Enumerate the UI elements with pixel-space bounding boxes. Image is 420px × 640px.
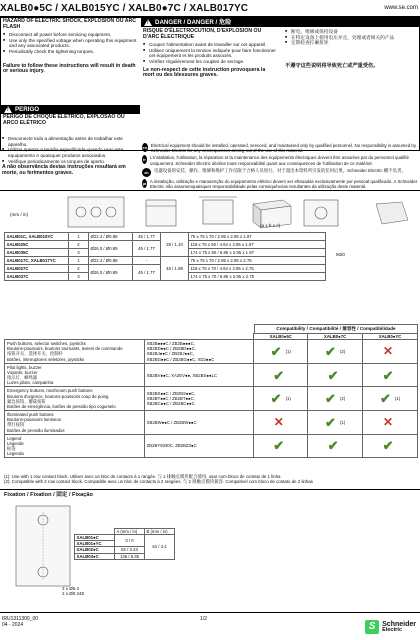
desc-line: Botões de emergência, botões de pressão tipo cogumelo — [7, 403, 116, 409]
lang-zh-icon: zh — [142, 168, 151, 177]
compat-desc — [5, 411, 145, 435]
compatible-mark — [310, 416, 360, 429]
cell-size: 118 x 75 x 50 / 4.64 x 2.95 x 1.97 — [189, 241, 326, 249]
compat-cell — [254, 411, 308, 435]
ref-line: XB2BT●●C / ZB2BT●●C, — [146, 396, 195, 402]
ref-line: ZB2BY9330C, ZB2BZ3●C — [146, 443, 197, 449]
fixation-title: Fixation / Fixation / 固定 / Fixação — [4, 492, 93, 498]
cell-n: 3 — [69, 249, 89, 257]
danger-zh-list — [285, 29, 419, 46]
brand-line-1: Schneider — [382, 620, 416, 628]
cell-ref: XALB037C — [5, 273, 69, 281]
table-row — [75, 535, 175, 541]
danger-fr-footer: Le non-respect de cette instruction provoquera la mort ou des blessures graves. — [143, 66, 266, 79]
desc-line: 标签 — [7, 445, 16, 451]
footnote-ref: (1) — [394, 396, 401, 402]
footnote-ref: (1) — [285, 396, 291, 402]
compat-cell — [308, 340, 363, 364]
checkmark-icon: ✔ — [325, 414, 336, 430]
table-row — [5, 257, 326, 265]
enclosure-depth-drawing — [197, 194, 242, 230]
desc-line: 紧急按钮、蘑菇按钮 — [7, 398, 46, 404]
footer-docinfo — [2, 616, 38, 628]
compat-cell — [308, 387, 363, 411]
compat-desc — [5, 387, 145, 411]
unit-label: (mm / in) — [10, 212, 29, 217]
hole-mm: 2 x Ø6.3 — [62, 586, 80, 591]
list-item: ■ Utilizar apenas a tensão especificada quando usar este equipamento e quaisquer produtos associados. — [2, 147, 138, 158]
compatible-mark — [365, 392, 415, 405]
compatible-mark — [256, 392, 305, 405]
cell-d: Ø22.4 / Ø0.88 — [89, 233, 133, 241]
cell-n: 1 — [69, 233, 89, 241]
qualified-zh — [142, 168, 418, 177]
warning-triangle-icon — [4, 106, 12, 113]
checkmark-icon: ✔ — [325, 391, 336, 407]
compat-cell — [363, 340, 418, 364]
enclosure-front-drawing — [67, 196, 127, 228]
footnote-ref: (1) — [285, 348, 291, 354]
compat-cell — [363, 411, 418, 435]
compat-cell — [363, 363, 418, 387]
col-a-header: A (mm / in) — [115, 529, 145, 535]
axb-label: (a x b x c) — [260, 223, 281, 228]
compat-row — [5, 363, 418, 387]
danger-en — [3, 19, 139, 75]
doc-date: 04 - 2024 — [2, 622, 24, 628]
ref-line: XB2B●●●C / ZB2B●●●C, — [146, 341, 195, 347]
schneider-logo — [365, 620, 416, 634]
document-title: XALB0●5C / XALB015YC / XALB0●7C / XALB017YC — [0, 3, 249, 14]
compatible-mark — [256, 439, 305, 452]
cell-ref: XALB035C — [5, 249, 69, 257]
list-item: ■ Vérifiez régulièrement les couples de serrage. — [143, 59, 278, 65]
footer-rule — [0, 612, 420, 613]
cell-ref: XALB02●C — [75, 547, 115, 553]
checkmark-icon: ✔ — [270, 391, 282, 407]
cell-size: 75 x 75 x 70 / 2.95 x 2.95 x 1.97 — [189, 233, 326, 241]
website-url: www.se.com — [384, 5, 418, 11]
compat-table — [4, 333, 418, 458]
compat-cell — [254, 340, 308, 364]
danger-en-title: HAZARD OF ELECTRIC SHOCK, EXPLOSION OU ARC FLASH — [3, 18, 136, 30]
compat-cell — [254, 387, 308, 411]
cell-ref: XALB017C, XALB017YC — [5, 257, 69, 265]
checkmark-icon: ✔ — [382, 438, 394, 454]
compatible-mark — [256, 345, 305, 358]
checkmark-icon: ✔ — [327, 367, 339, 383]
list-item: ■ 在特定设备上使用电压并且，处理或者相关的产品 — [285, 35, 419, 41]
hole-in: 2 x Ø0.248 — [62, 591, 85, 597]
ref-line: XB2BC●●C / ZB2BC●●C — [146, 401, 195, 407]
not-compatible-mark — [256, 416, 305, 428]
qualified-en — [142, 143, 418, 153]
list-item: ■ Periodically check the tightening torques. — [3, 49, 139, 55]
desc-line: Push buttons, selector switches, joysticks — [7, 341, 86, 347]
compatible-mark — [256, 369, 305, 382]
danger-en-list — [3, 32, 139, 55]
desc-line: 按钮开关、选择开关、控制杆 — [7, 351, 63, 357]
footnote-ref: (1) — [339, 419, 346, 425]
cell-size: 75 x 75 x 70 / 2.95 x 2.95 x 2.75 — [189, 257, 326, 265]
danger-fr-list — [143, 42, 278, 65]
cell-a: 82 / 3.23 — [115, 547, 145, 553]
compat-desc — [5, 340, 145, 364]
desc-line: Pilot lights, buzzer — [7, 364, 42, 370]
danger-pt-list-wrap — [2, 136, 138, 177]
col-b-header: B (mm / in) — [145, 529, 175, 535]
desc-line: Legenda — [7, 451, 24, 457]
brand-line-2: Electric — [382, 626, 403, 633]
compat-refs — [144, 411, 254, 435]
note-1: (1): Use with 1 row contact block. Utiliser avec un bloc de contacts à 1 rangée. 与 1 排触点模块配合使用. usar com bloco de contato de 1 linha — [4, 474, 281, 479]
cell-a: 0 / 0 — [115, 535, 145, 547]
qualified-block — [142, 143, 418, 189]
qualified-fr-text: L'installation, l'utilisation, la réparation et la maintenance des équipements électriques doivent être assurées par du personnel qualifié uniquement. Schneider Electric décline toute responsabilité quant aux conséquences de l'utilisation de ce matériel. — [150, 155, 409, 166]
cell-size: 174 x 75 x 50 / 6.85 x 2.95 x 1.97 — [189, 249, 326, 257]
lang-fr-icon: fr — [143, 157, 146, 163]
compat-row — [5, 434, 418, 458]
cell-d: Ø22.4 / Ø0.88 — [89, 257, 133, 265]
dimensions-table — [4, 232, 326, 281]
lang-pt-icon: pt — [142, 180, 147, 186]
cell-n: 2 — [69, 241, 89, 249]
ref-line: XB2BV●●C, XA2EV●●, XB2BS●●LC — [146, 372, 218, 378]
danger-banner-text: DANGER / DANGER / 危险 — [155, 19, 232, 26]
desc-line: 指示灯、蜂鸣器 — [7, 375, 38, 381]
cell-h: 48 / 1.89 — [161, 257, 189, 281]
cell-d: Ø26.0 / Ø0.89 — [89, 265, 133, 281]
cell-size: 118 x 75 x 70 / 4.64 x 2.95 x 2.75 — [189, 265, 326, 273]
compat-cell — [308, 411, 363, 435]
cell-n: 3 — [69, 273, 89, 281]
danger-fr — [143, 29, 278, 79]
cell-ref: XALB01●C — [75, 535, 115, 541]
desc-line: Luzes piloto, campainha — [7, 380, 54, 386]
checkmark-icon: ✔ — [273, 438, 285, 454]
compat-cell — [254, 363, 308, 387]
compat-row — [5, 340, 418, 364]
desc-line: Botões de pressão iluminados — [7, 427, 65, 433]
compat-cell — [254, 434, 308, 458]
desc-line: Emergency buttons, mushroom push buttons — [7, 388, 93, 394]
list-item: ■ Disconnect all power before servicing equipment. — [3, 32, 139, 38]
list-item: ■ 定期检查拧紧扭矩 — [285, 40, 419, 46]
list-item: ■ Utilisez uniquement la tension indiquée pour faire fonctionner cet équipement et les produits associés. — [143, 48, 278, 59]
compat-cell — [363, 387, 418, 411]
compat-row — [5, 387, 418, 411]
desc-line: Botões, interruptores seletores, joysticks — [7, 356, 85, 362]
compat-refs — [144, 363, 254, 387]
desc-line: Boutons-poussoirs lumineux — [7, 417, 61, 423]
danger-zh — [285, 29, 419, 70]
ref-line: XB2BW●●C / ZB2BW●●C — [146, 419, 197, 425]
compat-cell — [308, 434, 363, 458]
qualified-pt-text: A instalação, utilização e manutenção do equipamento elétrico devem ser efetuadas exclusivamente por pessoal qualificado. A Schneider Electric não assumenquaisquer responsabilidade pelas consequências resultantes da utilização deste material. — [149, 178, 418, 189]
compat-cell — [308, 363, 363, 387]
compatible-mark — [310, 439, 360, 452]
desc-line: 带灯按钮 — [7, 422, 25, 428]
list-item: ■ Use only the specified voltage when operating this equipment and any associated products. — [3, 38, 139, 49]
col-header: XALB0●7C — [308, 334, 363, 340]
ref-line: XB2BJ●●C / ZB2BJ●●C, — [146, 351, 194, 357]
danger-banner — [141, 18, 420, 27]
cell-d: Ø26.0 / Ø0.89 — [89, 241, 133, 257]
compatible-mark — [365, 439, 415, 452]
qualified-zh-text: 电器设备的安装、操作、维修和维护工作仅限于合格人员进行。对于超出本资料所引发的任何后果，Schneider Electric 概不负责。 — [154, 167, 406, 173]
cell-b: 61 / 2.4 — [145, 535, 175, 560]
cell-n: 2 — [69, 265, 89, 273]
warning-triangle-icon — [144, 19, 152, 26]
danger-en-footer: Failure to follow these instructions will result in death or serious injury. — [3, 62, 136, 75]
cable-entry-drawing — [372, 200, 412, 226]
gland-drawing — [300, 194, 345, 230]
cell-size: 174 x 75 x 70 / 6.85 x 2.95 x 2.75 — [189, 273, 326, 281]
compat-cell — [363, 434, 418, 458]
ref-line: XB2BG●●C / ZB2BG●●C, XD2●●C — [146, 356, 215, 362]
table-row — [5, 233, 326, 241]
note-2: (2): Compatible with 2 row contact block. Compatible avec un bloc de contacts à 2 rangées. 与 2 排触点模块兼容. Compatível com bloco de contato de 2 linhas — [4, 479, 313, 485]
compat-refs — [144, 340, 254, 364]
col-header: XALB0●5C — [254, 334, 308, 340]
desc-line: Voyants, buzzer — [7, 369, 38, 375]
compat-desc — [5, 434, 145, 458]
cell-ref: XALB027C — [5, 265, 69, 273]
not-compatible-mark — [365, 345, 415, 357]
pt-banner-text: PERIGO — [15, 106, 40, 113]
checkmark-icon: ✔ — [325, 343, 336, 359]
checkmark-icon: ✔ — [270, 343, 282, 359]
brand-text — [382, 621, 416, 634]
list-item: ■ Coupez l'alimentation avant de travailler sur cet appareil. — [143, 42, 278, 48]
cell-ref: XALB025C — [5, 241, 69, 249]
fixing-size: M20 — [336, 252, 345, 257]
cell-h: 28 / 1.10 — [161, 233, 189, 257]
cell-range: 45 / 1.77 — [133, 241, 161, 257]
list-item: ■ Verifique periodicamente os torques de aperto. — [2, 159, 138, 165]
page-number: 1/2 — [200, 616, 207, 622]
ref-line: XB2BD●●C / ZB2BD●●C, — [146, 346, 196, 352]
enclosure-side-drawing — [142, 196, 182, 228]
checkmark-icon: ✔ — [379, 391, 391, 407]
cell-ref: XALB01C, XALB015YC — [5, 233, 69, 241]
qualified-en-text: Electrical equipment should be installed, operated, serviced, and maintained only by qualified personnel. No responsibility is assumed by Schneider Electric for any consequences arising out of the use of this material. — [150, 143, 417, 154]
compat-notes — [4, 474, 418, 485]
compatible-mark — [310, 392, 360, 405]
desc-line: Boutons-poussoirs, boutons tournants, leviers de commande — [7, 346, 123, 352]
section-rule — [0, 489, 420, 490]
dimension-drawings — [2, 192, 418, 232]
desc-line: Légende — [7, 440, 24, 446]
cell-ref: XALB03●C — [75, 553, 115, 559]
footnote-ref: (2) — [339, 348, 346, 354]
fixation-drawing — [8, 502, 78, 592]
ref-line: XB2BS●●C / ZB2BS●●C, — [146, 390, 196, 396]
lang-en-icon: en — [142, 145, 148, 150]
col-header: XALB0●YC — [363, 334, 418, 340]
desc-line: Illuminated push buttons — [7, 412, 54, 418]
qualified-pt — [142, 179, 418, 189]
fixation-table — [74, 528, 175, 560]
danger-pt-footer: A não observância destas instruções resultará em morte, ou ferimentos graves. — [2, 164, 126, 177]
compatible-mark — [310, 345, 360, 358]
compat-row — [5, 411, 418, 435]
qualified-fr — [142, 155, 418, 165]
schneider-logo-icon: S — [365, 620, 379, 634]
cell-a: 136 / 5.35 — [115, 553, 145, 559]
cross-icon: ✕ — [273, 415, 284, 430]
compat-refs — [144, 434, 254, 458]
checkmark-icon: ✔ — [327, 438, 339, 454]
cross-icon: ✕ — [383, 344, 394, 359]
cell-range: 45 / 1.77 — [133, 265, 161, 281]
list-item: ■ 断电，维修或保持设备 — [285, 29, 419, 35]
danger-pt — [3, 115, 139, 127]
cell-range: - — [133, 257, 161, 265]
danger-zh-footer: 不遵守这些说明将导致死亡或严重受伤。 — [285, 62, 379, 69]
compatible-mark — [365, 369, 415, 382]
hole-labels — [62, 586, 84, 597]
danger-fr-title: RISQUE D'ÉLECTROCUTION, D'EXPLOSION OU D'ARC ÉLECTRIQUE — [143, 28, 262, 40]
desc-line: Legend — [7, 435, 22, 441]
desc-line: Boutons d'urgence, boutons-poussoirs coup de poing — [7, 393, 109, 399]
checkmark-icon: ✔ — [273, 367, 285, 383]
compat-desc — [5, 363, 145, 387]
danger-pt-title: PERIGO DE CHOQUE ELÉTRICO, EXPLOSÃO OU ARCO ELÉTRICO — [3, 114, 125, 126]
compatible-mark — [310, 369, 360, 382]
cell-ref: XALB01●YC — [75, 541, 115, 547]
cell-range: 45 / 1.77 — [133, 233, 161, 241]
compat-title: Compatibility / Compatibilité / 兼容性 / Compatibilidade — [254, 324, 418, 334]
list-item: ■ Desconecte todo a alimentação antes de trabalhar este aparelho. — [2, 136, 138, 147]
footnote-ref: (2) — [339, 396, 346, 402]
cell-n: 1 — [69, 257, 89, 265]
compat-refs — [144, 387, 254, 411]
danger-pt-list — [2, 136, 138, 164]
doc-number: IRU1311300_00 — [2, 616, 39, 622]
not-compatible-mark — [365, 416, 415, 428]
checkmark-icon: ✔ — [382, 367, 394, 383]
section-rule — [0, 190, 420, 191]
cross-icon: ✕ — [383, 415, 394, 430]
